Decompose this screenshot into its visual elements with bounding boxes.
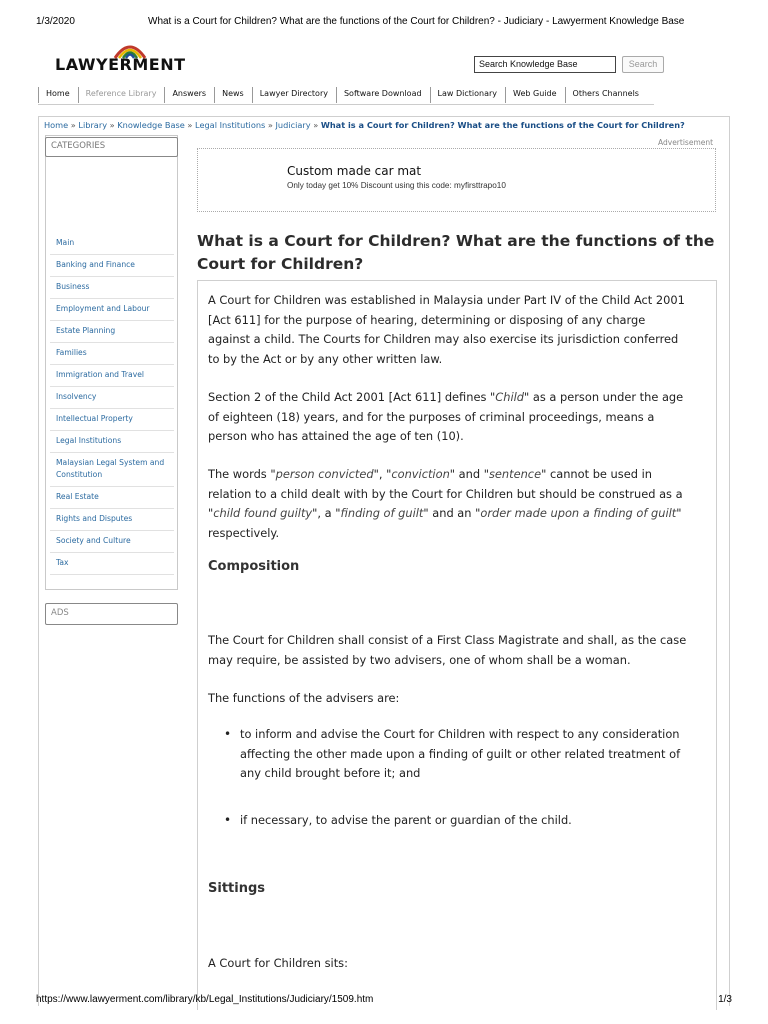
paragraph-composition: The Court for Children shall consist of a First Class Magistrate and shall, as the case may require, be assisted by two advisers, one of whom shall be a woman. [208,633,687,667]
nav-item-news[interactable]: News [214,87,252,103]
sidebar-item-main[interactable]: Main [50,233,174,255]
breadcrumb-link[interactable]: Home [44,120,69,130]
sidebar-item-business[interactable]: Business [50,277,174,299]
text-run: Section 2 of the Child Act 2001 [Act 611] defines " [208,390,496,404]
emphasis-term: finding of guilt [340,506,424,520]
nav-item-law-dictionary[interactable]: Law Dictionary [430,87,505,103]
breadcrumb-separator: » [265,120,276,130]
paragraph-child-definition [208,388,688,447]
nav-item-home[interactable]: Home [38,87,78,103]
sidebar-item-banking-and-finance[interactable]: Banking and Finance [50,255,174,277]
text-run: The words " [208,467,276,481]
emphasis-term: child found guilty [213,506,313,520]
nav-divider [38,104,654,105]
page-number: 1/3 [718,994,732,1005]
nav-item-others-channels[interactable]: Others Channels [565,87,647,103]
list-item: • to inform and advise the Court for Children with respect to any consideration affecting the other made upon a finding of guilt or other related treatment of any child brought before it; and [222,725,682,784]
text-run: " cannot be used in relation to a child dealt with by the Court for Children but should be construed as a " [208,467,683,520]
sidebar-item-employment-and-labour[interactable]: Employment and Labour [50,299,174,321]
print-url: https://www.lawyerment.com/library/kb/Legal_Institutions/Judiciary/1509.htm [36,994,374,1005]
ads-title: ADS [45,603,178,625]
logo-text: LAWYERMENT [55,55,186,74]
print-header [36,16,732,30]
list-item: • if necessary, to advise the parent or guardian of the child. [222,811,682,831]
top-navigation [38,87,654,105]
breadcrumb-separator: » [68,120,79,130]
search-input[interactable]: Search Knowledge Base [474,56,616,73]
article-title: What is a Court for Children? What are the functions of the Court for Children? [197,232,715,273]
text-run: ", " [373,467,392,481]
category-list [50,233,174,575]
breadcrumb-separator: » [184,120,196,130]
sidebar-item-malaysian-legal-system-and-constitution[interactable]: Malaysian Legal System and Constitution [50,453,174,487]
print-date: 1/3/2020 [36,16,75,27]
text-run: " as a person under the age of eighteen (18) years, and for the purposes of criminal proceedings, means a person who has attained the age of ten (10). [208,390,684,443]
search-button[interactable]: Search [622,56,664,73]
emphasis-child: Child [495,390,524,404]
paragraph-sittings: A Court for Children sits: [208,956,348,970]
breadcrumb-separator: » [107,120,118,130]
emphasis-term: person convicted [275,467,374,481]
paragraph-establishment: A Court for Children was established in Malaysia under Part IV of the Child Act 2001 [Act 611] for the purpose of hearing, determining or disposing of any charge against a child. The Courts for Children may also exercise its jurisdiction conferred to by the Act or by any other written law. [208,293,685,366]
ad-headline[interactable]: Custom made car mat [287,164,422,178]
text-run: " and " [449,467,489,481]
breadcrumb-current: What is a Court for Children? What are the functions of the Court for Children? [320,120,685,130]
nav-item-web-guide[interactable]: Web Guide [505,87,564,103]
ad-subtext: Only today get 10% Discount using this code: myfirsttrapo10 [287,181,506,190]
sidebar-item-rights-and-disputes[interactable]: Rights and Disputes [50,509,174,531]
breadcrumb-link[interactable]: Legal Institutions [195,120,266,130]
sidebar-item-tax[interactable]: Tax [50,553,174,575]
sidebar-item-intellectual-property[interactable]: Intellectual Property [50,409,174,431]
site-logo[interactable] [55,40,195,74]
sidebar-item-society-and-culture[interactable]: Society and Culture [50,531,174,553]
sidebar-item-estate-planning[interactable]: Estate Planning [50,321,174,343]
emphasis-term: conviction [391,467,450,481]
sidebar-item-families[interactable]: Families [50,343,174,365]
print-footer [36,994,732,1008]
sidebar-item-insolvency[interactable]: Insolvency [50,387,174,409]
heading-composition: Composition [208,559,300,574]
text-run: " respectively. [208,506,682,540]
breadcrumb-link[interactable]: Judiciary [275,120,311,130]
sidebar-item-immigration-and-travel[interactable]: Immigration and Travel [50,365,174,387]
nav-item-software-download[interactable]: Software Download [336,87,430,103]
print-document-title: What is a Court for Children? What are the functions of the Court for Children? - Judiciary - Lawyerment Knowledge Base [148,16,685,27]
nav-item-reference-library[interactable]: Reference Library [78,87,165,103]
breadcrumb-link[interactable]: Library [78,120,108,130]
text-run: " and an " [423,506,481,520]
breadcrumb-separator: » [310,120,321,130]
categories-title: CATEGORIES [45,137,178,157]
emphasis-term: order made upon a finding of guilt [480,506,677,520]
emphasis-term: sentence [488,467,542,481]
paragraph-advisers-intro: The functions of the advisers are: [208,691,400,705]
paragraph-terminology [208,465,688,543]
breadcrumb-link[interactable]: Knowledge Base [117,120,185,130]
text-run: ", a " [312,506,341,520]
sidebar-item-real-estate[interactable]: Real Estate [50,487,174,509]
advertisement-box[interactable] [197,148,716,212]
heading-sittings: Sittings [208,881,266,896]
breadcrumb [44,120,685,130]
advertisement-label: Advertisement [658,138,714,147]
nav-item-answers[interactable]: Answers [164,87,214,103]
nav-item-lawyer-directory[interactable]: Lawyer Directory [252,87,336,103]
sidebar-item-legal-institutions[interactable]: Legal Institutions [50,431,174,453]
